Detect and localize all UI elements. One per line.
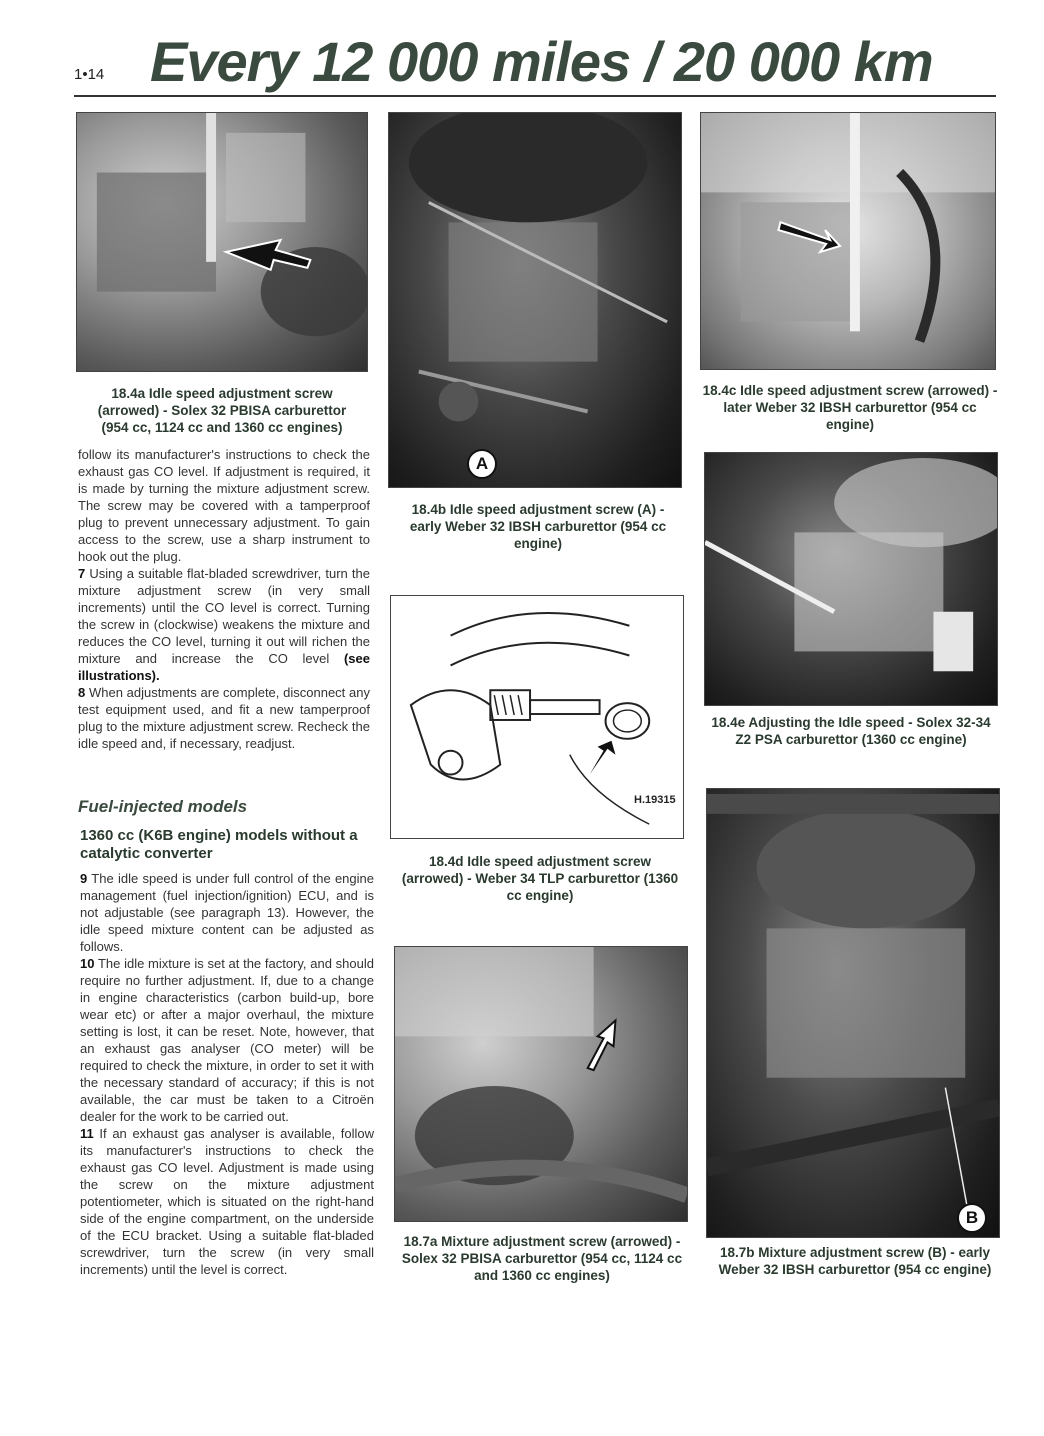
paragraph-10 (80, 955, 374, 1125)
paragraph-7-text: Using a suitable flat-bladed screwdriver, turn the mixture adjustment screw (in very small increments) until the CO level is correct. Turning the screw in (clockwise) weakens the mixture and reduces the CO level, turning it out will richen the mixture and increase the CO level (78, 566, 370, 666)
caption-18-4e: 18.4e Adjusting the Idle speed - Solex 32-34 Z2 PSA carburettor (1360 cc engine) (711, 715, 991, 747)
photo-18-4b (388, 112, 682, 488)
callout-a-badge: A (467, 449, 497, 479)
page-title: Every 12 000 miles / 20 000 km (150, 30, 933, 93)
paragraph-8-number: 8 (78, 685, 86, 700)
paragraph-10-text: The idle mixture is set at the factory, and should require no further adjustment. If, due to a change in engine characteristics (carbon build-up, bore wear etc) or after a major overhaul, the mixture setting is lost, it can be reset. Note, however, that an exhaust gas analyser (CO meter) will be required to check the mixture, in order to set it with the necessary standard of accuracy; if this is not available, the car must be taken to a Citroën dealer for the work to be carried out. (80, 956, 374, 1124)
caption-18-7b: 18.7b Mixture adjustment screw (B) - early Weber 32 IBSH carburettor (954 cc engine) (718, 1245, 992, 1277)
paragraph-9-text: The idle speed is under full control of the engine management (fuel injection/ignition) ECU, and is not adjustable (see paragraph 13). However, the idle speed mixture content can be adjusted as follows. (80, 871, 374, 954)
sub-heading: 1360 cc (K6B engine) models without a catalytic converter (80, 827, 358, 862)
header-rule (74, 95, 996, 97)
paragraph-11-text: If an exhaust gas analyser is available, follow its manufacturer's instructions to check the exhaust gas CO level. Adjustment is made using the screw on the mixture adjustment potentiometer, which is situated on the right-hand side of the engine compartment, on the underside of the ECU bracket. Using a suitable flat-bladed screwdriver, turn the screw (in very small increments) until the level is correct. (80, 1126, 374, 1277)
paragraph-intro: follow its manufacturer's instructions to check the exhaust gas CO level. If adjustment is required, it is made by turning the mixture adjustment screw. The screw may be covered with a tamperproof plug to prevent unnecessary adjustment. To gain access to the screw, use a sharp instrument to hook out the plug. (78, 447, 370, 564)
page-number: 1•14 (74, 66, 105, 83)
callout-b-badge: B (957, 1203, 987, 1233)
caption-18-4d: 18.4d Idle speed adjustment screw (arrowed) - Weber 34 TLP carburettor (1360 cc engine) (401, 854, 679, 903)
paragraph-11 (80, 1125, 374, 1278)
paragraph-10-number: 10 (80, 956, 95, 971)
caption-18-4c: 18.4c Idle speed adjustment screw (arrowed) - later Weber 32 IBSH carburettor (954 cc engine) (702, 383, 998, 432)
caption-18-4b: 18.4b Idle speed adjustment screw (A) - early Weber 32 IBSH carburettor (954 cc engine) (409, 502, 667, 551)
photo-18-7b (706, 788, 1000, 1238)
paragraph-7 (78, 565, 370, 684)
body-column-top (78, 446, 370, 752)
section-heading: Fuel-injected models (78, 797, 248, 816)
paragraph-8 (78, 684, 370, 752)
drawing-18-4d (390, 595, 684, 839)
drawing-reference: H.19315 (634, 794, 676, 806)
paragraph-11-number: 11 (80, 1126, 94, 1141)
caption-18-7a: 18.7a Mixture adjustment screw (arrowed) - Solex 32 PBISA carburettor (954 cc, 1124 cc and 1360 cc engines) (401, 1234, 683, 1283)
paragraph-9 (80, 870, 374, 955)
paragraph-8-text: When adjustments are complete, disconnect any test equipment used, and fit a new tamperproof plug to the mixture adjustment screw. Recheck the idle speed and, if necessary, readjust. (78, 685, 370, 751)
body-column-bottom (80, 870, 374, 1278)
paragraph-7-reference: (see illustrations). (78, 651, 370, 683)
photo-18-7a (394, 946, 688, 1222)
photo-18-4e (704, 452, 998, 706)
photo-18-4c (700, 112, 996, 370)
caption-18-4a: 18.4a Idle speed adjustment screw (arrowed) - Solex 32 PBISA carburettor (954 cc, 1124 cc and 1360 cc engines) (97, 386, 347, 435)
photo-18-4a (76, 112, 368, 372)
paragraph-9-number: 9 (80, 871, 88, 886)
paragraph-7-number: 7 (78, 566, 86, 581)
